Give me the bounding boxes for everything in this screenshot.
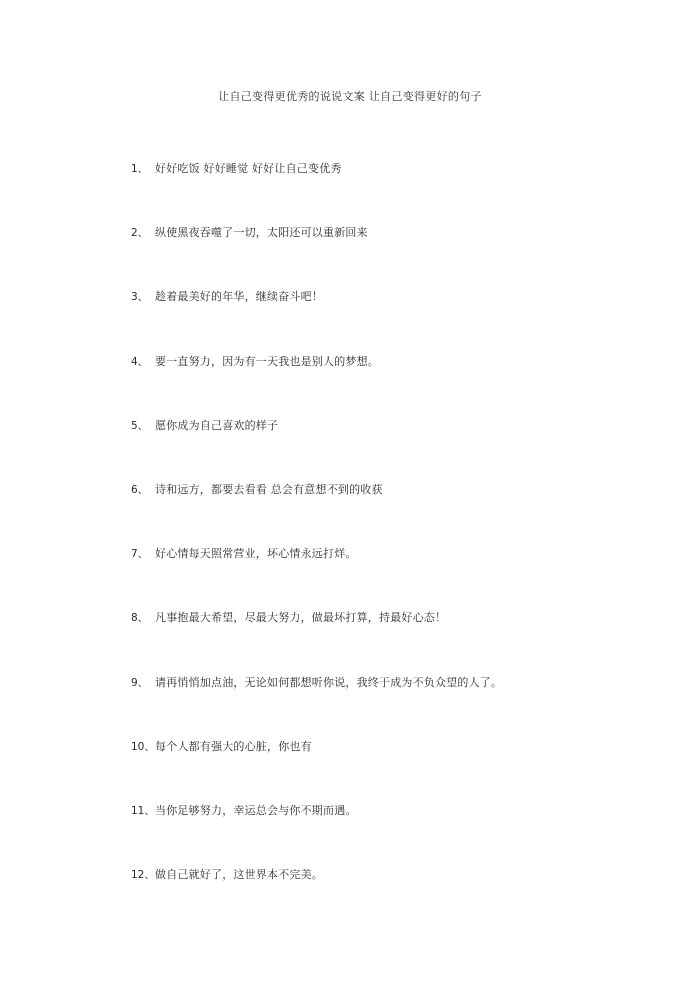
document-title: 让自己变得更优秀的说说文案 让自己变得更好的句子: [218, 90, 482, 103]
list-item: [131, 739, 651, 803]
list-item: [131, 418, 651, 482]
list-item: [131, 161, 651, 225]
item-text: 纵使黑夜吞噬了一切，太阳还可以重新回来: [155, 226, 368, 240]
item-text: 要一直努力，因为有一天我也是别人的梦想。: [155, 354, 379, 368]
list-item: [131, 225, 651, 289]
item-number: 12、: [131, 869, 155, 882]
list-item: [131, 675, 651, 739]
item-text: 趁着最美好的年华，继续奋斗吧！: [155, 290, 323, 304]
list-item: [131, 289, 651, 353]
item-number: 11、: [131, 804, 155, 817]
list-item: [131, 610, 651, 674]
item-number: 6、: [131, 483, 149, 496]
list-item: [131, 354, 651, 418]
item-number: 5、: [131, 419, 149, 432]
item-number: 2、: [131, 227, 149, 240]
item-number: 3、: [131, 291, 149, 304]
item-text: 愿你成为自己喜欢的样子: [155, 418, 279, 432]
list-item: [131, 482, 651, 546]
item-text: 做自己就好了，这世界本不完美。: [155, 868, 323, 882]
item-number: 1、: [131, 163, 149, 175]
list-item: [131, 803, 651, 867]
item-text: 诗和远方，都要去看看 总会有意想不到的收获: [155, 482, 383, 496]
item-text: 好心情每天照常营业，坏心情永远打烊。: [155, 547, 357, 561]
item-text: 凡事抱最大希望，尽最大努力，做最坏打算，持最好心态！: [155, 611, 447, 625]
item-number: 9、: [131, 676, 149, 689]
item-number: 7、: [131, 548, 149, 561]
item-number: 10、: [131, 740, 155, 753]
sentence-list: [131, 161, 651, 931]
item-number: 8、: [131, 612, 149, 625]
item-text: 当你足够努力，幸运总会与你不期而遇。: [155, 803, 357, 817]
item-text: 好好吃饭 好好睡觉 好好让自己变优秀: [155, 162, 342, 175]
item-text: 请再悄悄加点油，无论如何都想听你说，我终于成为不负众望的人了。: [155, 675, 503, 689]
list-item: [131, 867, 651, 931]
list-item: [131, 546, 651, 610]
item-number: 4、: [131, 355, 149, 368]
item-text: 每个人都有强大的心脏，你也有: [155, 739, 312, 753]
